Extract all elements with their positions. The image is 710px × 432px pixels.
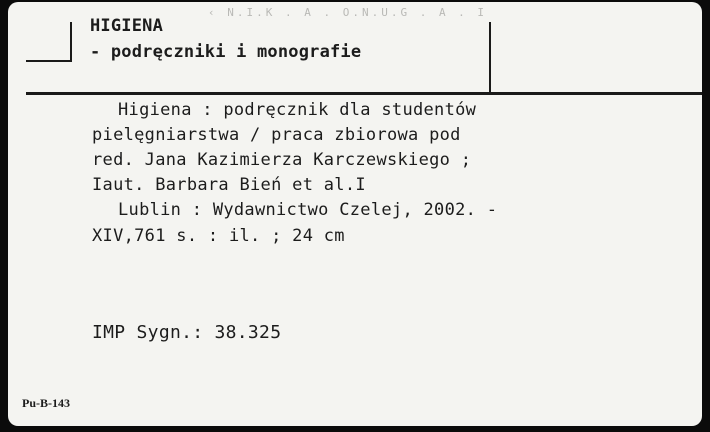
subject-subheading: - podręczniki i monografie (90, 42, 362, 62)
faded-print-text: ‹ N.I.K . A . O.N.U.G . A . I (208, 6, 488, 19)
horizontal-divider (26, 92, 702, 95)
corner-bracket-horizontal (26, 60, 72, 62)
record-line-4: Iaut. Barbara Bień et al.I (92, 175, 366, 195)
vertical-divider (489, 22, 491, 92)
record-line-5: Lublin : Wydawnictwo Czelej, 2002. - (118, 200, 498, 220)
record-line-2: pielęgniarstwa / praca zbiorowa pod (92, 125, 461, 145)
call-number: IMP Sygn.: 38.325 (92, 322, 282, 343)
record-line-6: XIV,761 s. : il. ; 24 cm (92, 226, 345, 246)
record-line-1: Higiena : podręcznik dla studentów (118, 100, 477, 120)
card-stamp-id: Pu-B-143 (22, 396, 70, 410)
catalog-card (8, 2, 702, 426)
subject-heading: HIGIENA (90, 16, 164, 36)
corner-bracket-vertical (70, 22, 72, 62)
record-line-3: red. Jana Kazimierza Karczewskiego ; (92, 150, 472, 170)
